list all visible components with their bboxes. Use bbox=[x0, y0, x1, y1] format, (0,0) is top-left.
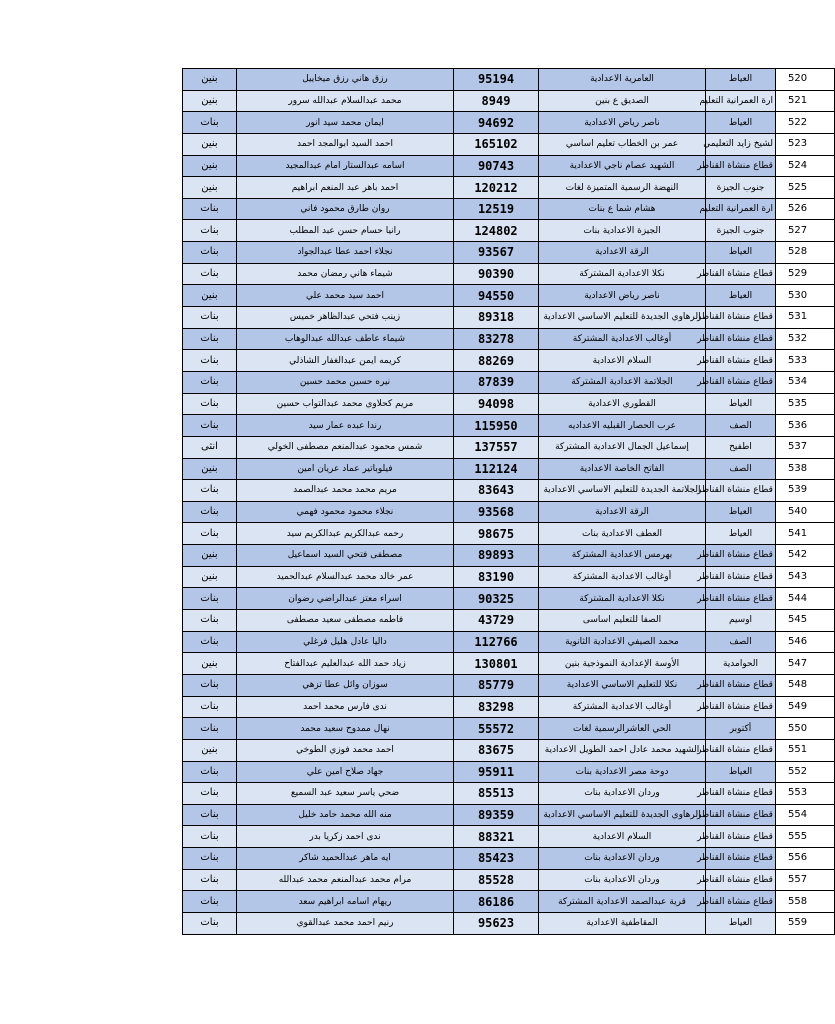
student-name-cell: نيره حسين محمد حسين bbox=[237, 371, 454, 393]
student-table bbox=[182, 68, 835, 935]
student-name-cell: ضحي ياسر سعيد عبد السميع bbox=[237, 783, 454, 805]
student-name-cell: جهاد صلاح امين علي bbox=[237, 761, 454, 783]
gender-cell: بنات bbox=[183, 761, 237, 783]
gender-cell: بنات bbox=[183, 263, 237, 285]
student-name-cell: نجلاء محمود محمود فهمي bbox=[237, 501, 454, 523]
gender-cell: بنين bbox=[183, 69, 237, 91]
seat-code-cell: 55572 bbox=[454, 718, 539, 740]
row-number-cell: 532 bbox=[776, 328, 835, 350]
seat-code-cell: 85528 bbox=[454, 869, 539, 891]
administration-cell: الحوامدية bbox=[706, 653, 776, 675]
school-cell: السلام الاعدادية bbox=[539, 350, 706, 372]
row-number-cell: 558 bbox=[776, 891, 835, 913]
administration-cell: ارة العمرانية التعليم bbox=[706, 90, 776, 112]
seat-code-cell: 120212 bbox=[454, 177, 539, 199]
school-cell: العطف الاعدادية بنات bbox=[539, 523, 706, 545]
student-name-cell: زينب فتحي عبدالظاهر خميس bbox=[237, 307, 454, 329]
student-name-cell: شيماء عاطف عبدالله عبدالوهاب bbox=[237, 328, 454, 350]
seat-code-cell: 89359 bbox=[454, 804, 539, 826]
seat-code-cell: 89893 bbox=[454, 545, 539, 567]
administration-cell: قطاع منشاة القناطر bbox=[706, 848, 776, 870]
seat-code-cell: 98675 bbox=[454, 523, 539, 545]
school-cell: الجلاتمة الاعدادية المشتركة bbox=[539, 371, 706, 393]
gender-cell: بنات bbox=[183, 783, 237, 805]
school-cell: الرقة الاعدادية bbox=[539, 242, 706, 264]
table-row bbox=[183, 826, 835, 848]
school-cell: وردان الاعدادية بنات bbox=[539, 848, 706, 870]
seat-code-cell: 112124 bbox=[454, 458, 539, 480]
student-name-cell: رندا عبده عمار سيد bbox=[237, 415, 454, 437]
row-number-cell: 523 bbox=[776, 133, 835, 155]
table-row bbox=[183, 307, 835, 329]
administration-cell: قطاع منشاة القناطر bbox=[706, 480, 776, 502]
gender-cell: بنات bbox=[183, 826, 237, 848]
administration-cell: الصف bbox=[706, 631, 776, 653]
student-table-page bbox=[182, 68, 808, 934]
student-name-cell: زياد حمد الله عبدالعليم عبدالفتاح bbox=[237, 653, 454, 675]
row-number-cell: 539 bbox=[776, 480, 835, 502]
administration-cell: اطفيح bbox=[706, 436, 776, 458]
table-row bbox=[183, 783, 835, 805]
gender-cell: بنات bbox=[183, 588, 237, 610]
student-name-cell: فاطمه مصطفى سعيد مصطفى bbox=[237, 610, 454, 632]
gender-cell: بنين bbox=[183, 739, 237, 761]
school-cell: نكلا للتعليم الاساسي الاعدادية bbox=[539, 674, 706, 696]
seat-code-cell: 115950 bbox=[454, 415, 539, 437]
student-name-cell: احمد باهر عبد المنعم ابراهيم bbox=[237, 177, 454, 199]
gender-cell: بنات bbox=[183, 610, 237, 632]
table-row bbox=[183, 155, 835, 177]
administration-cell: قطاع منشاة القناطر bbox=[706, 566, 776, 588]
gender-cell: بنات bbox=[183, 393, 237, 415]
student-name-cell: نهال ممدوح سعيد محمد bbox=[237, 718, 454, 740]
seat-code-cell: 93568 bbox=[454, 501, 539, 523]
student-name-cell: فيلوباتير عماد عريان امين bbox=[237, 458, 454, 480]
table-row bbox=[183, 739, 835, 761]
administration-cell: الصف bbox=[706, 458, 776, 480]
student-name-cell: ندى فارس محمد احمد bbox=[237, 696, 454, 718]
row-number-cell: 522 bbox=[776, 112, 835, 134]
administration-cell: قطاع منشاة القناطر bbox=[706, 674, 776, 696]
seat-code-cell: 130801 bbox=[454, 653, 539, 675]
gender-cell: بنات bbox=[183, 696, 237, 718]
row-number-cell: 545 bbox=[776, 610, 835, 632]
student-name-cell: رانيا حسام حسن عبد المطلب bbox=[237, 220, 454, 242]
school-cell: الرهاوي الجديدة للتعليم الاساسي الاعدادية bbox=[539, 804, 706, 826]
school-cell: العامرية الاعدادية bbox=[539, 69, 706, 91]
student-name-cell: اسراء معتز عبدالراضي رضوان bbox=[237, 588, 454, 610]
administration-cell: العياط bbox=[706, 69, 776, 91]
gender-cell: بنات bbox=[183, 220, 237, 242]
school-cell: وردان الاعدادية بنات bbox=[539, 783, 706, 805]
school-cell: دوحة مصر الاعدادية بنات bbox=[539, 761, 706, 783]
student-table-body bbox=[183, 69, 835, 935]
administration-cell: قطاع منشاة القناطر bbox=[706, 869, 776, 891]
administration-cell: العياط bbox=[706, 242, 776, 264]
seat-code-cell: 83278 bbox=[454, 328, 539, 350]
administration-cell: العياط bbox=[706, 285, 776, 307]
table-row bbox=[183, 436, 835, 458]
student-name-cell: ريهام اسامه ابراهيم سعد bbox=[237, 891, 454, 913]
school-cell: أوغالب الاعدادية المشتركة bbox=[539, 696, 706, 718]
seat-code-cell: 83298 bbox=[454, 696, 539, 718]
administration-cell: قطاع منشاة القناطر bbox=[706, 588, 776, 610]
gender-cell: بنين bbox=[183, 285, 237, 307]
gender-cell: بنات bbox=[183, 501, 237, 523]
administration-cell: قطاع منشاة القناطر bbox=[706, 307, 776, 329]
gender-cell: بنين bbox=[183, 458, 237, 480]
row-number-cell: 529 bbox=[776, 263, 835, 285]
administration-cell: اوسيم bbox=[706, 610, 776, 632]
seat-code-cell: 90325 bbox=[454, 588, 539, 610]
table-row bbox=[183, 804, 835, 826]
administration-cell: جنوب الجيزة bbox=[706, 220, 776, 242]
administration-cell: العياط bbox=[706, 912, 776, 934]
gender-cell: بنات bbox=[183, 480, 237, 502]
seat-code-cell: 90390 bbox=[454, 263, 539, 285]
student-name-cell: مريم كحلاوي محمد عبدالتواب حسين bbox=[237, 393, 454, 415]
gender-cell: بنات bbox=[183, 804, 237, 826]
gender-cell: بنين bbox=[183, 545, 237, 567]
school-cell: الرهاوي الجديدة للتعليم الاساسي الاعدادية bbox=[539, 307, 706, 329]
gender-cell: بنات bbox=[183, 631, 237, 653]
seat-code-cell: 83675 bbox=[454, 739, 539, 761]
student-name-cell: رحمه عبدالكريم عبدالكريم سيد bbox=[237, 523, 454, 545]
table-row bbox=[183, 458, 835, 480]
gender-cell: بنات bbox=[183, 198, 237, 220]
student-name-cell: عمر خالد محمد عبدالسلام عبدالحميد bbox=[237, 566, 454, 588]
seat-code-cell: 165102 bbox=[454, 133, 539, 155]
row-number-cell: 554 bbox=[776, 804, 835, 826]
student-name-cell: محمد عبدالسلام عبدالله سرور bbox=[237, 90, 454, 112]
school-cell: الجلاتمة الجديدة للتعليم الاساسي الاعدادية bbox=[539, 480, 706, 502]
table-row bbox=[183, 242, 835, 264]
seat-code-cell: 85423 bbox=[454, 848, 539, 870]
row-number-cell: 537 bbox=[776, 436, 835, 458]
school-cell: الفاتح الخاصة الاعدادية bbox=[539, 458, 706, 480]
seat-code-cell: 87839 bbox=[454, 371, 539, 393]
row-number-cell: 525 bbox=[776, 177, 835, 199]
student-name-cell: ايه ماهر عبدالحميد شاكر bbox=[237, 848, 454, 870]
gender-cell: بنات bbox=[183, 674, 237, 696]
student-name-cell: ندى احمد زكريا بدر bbox=[237, 826, 454, 848]
administration-cell: قطاع منشاة القناطر bbox=[706, 739, 776, 761]
student-name-cell: رنيم احمد محمد عبدالقوي bbox=[237, 912, 454, 934]
row-number-cell: 531 bbox=[776, 307, 835, 329]
table-row bbox=[183, 198, 835, 220]
administration-cell: العياط bbox=[706, 761, 776, 783]
table-row bbox=[183, 523, 835, 545]
table-row bbox=[183, 133, 835, 155]
gender-cell: بنات bbox=[183, 848, 237, 870]
table-row bbox=[183, 350, 835, 372]
school-cell: الشهيد محمد عادل احمد الطويل الاعدادية bbox=[539, 739, 706, 761]
student-name-cell: شمس محمود عبدالمنعم مصطفى الخولي bbox=[237, 436, 454, 458]
student-name-cell: مرام محمد عبدالمنعم محمد عبدالله bbox=[237, 869, 454, 891]
gender-cell: بنين bbox=[183, 177, 237, 199]
seat-code-cell: 85779 bbox=[454, 674, 539, 696]
administration-cell: قطاع منشاة القناطر bbox=[706, 804, 776, 826]
table-row bbox=[183, 869, 835, 891]
student-name-cell: اسامه عبدالستار امام عبدالمجيد bbox=[237, 155, 454, 177]
row-number-cell: 559 bbox=[776, 912, 835, 934]
student-name-cell: مصطفى فتحي السيد اسماعيل bbox=[237, 545, 454, 567]
table-row bbox=[183, 393, 835, 415]
school-cell: النهضة الرسمية المتميزة لغات bbox=[539, 177, 706, 199]
student-name-cell: نجلاء احمد عطا عبدالجواد bbox=[237, 242, 454, 264]
gender-cell: بنات bbox=[183, 415, 237, 437]
seat-code-cell: 85513 bbox=[454, 783, 539, 805]
table-row bbox=[183, 112, 835, 134]
row-number-cell: 541 bbox=[776, 523, 835, 545]
administration-cell: أكتوبر bbox=[706, 718, 776, 740]
row-number-cell: 535 bbox=[776, 393, 835, 415]
school-cell: الرقة الاعدادية bbox=[539, 501, 706, 523]
seat-code-cell: 89318 bbox=[454, 307, 539, 329]
school-cell: الشهيد عصام ناجي الاعدادية bbox=[539, 155, 706, 177]
row-number-cell: 534 bbox=[776, 371, 835, 393]
row-number-cell: 521 bbox=[776, 90, 835, 112]
administration-cell: قطاع منشاة القناطر bbox=[706, 783, 776, 805]
row-number-cell: 547 bbox=[776, 653, 835, 675]
seat-code-cell: 8949 bbox=[454, 90, 539, 112]
student-name-cell: رزق هاني رزق ميخاييل bbox=[237, 69, 454, 91]
seat-code-cell: 86186 bbox=[454, 891, 539, 913]
school-cell: الجيزة الاعدادية بنات bbox=[539, 220, 706, 242]
gender-cell: بنات bbox=[183, 523, 237, 545]
student-name-cell: ايمان محمد سيد انور bbox=[237, 112, 454, 134]
seat-code-cell: 83643 bbox=[454, 480, 539, 502]
gender-cell: انثى bbox=[183, 436, 237, 458]
gender-cell: بنات bbox=[183, 718, 237, 740]
student-name-cell: شيماء هاني رمضان محمد bbox=[237, 263, 454, 285]
seat-code-cell: 94550 bbox=[454, 285, 539, 307]
row-number-cell: 520 bbox=[776, 69, 835, 91]
school-cell: هشام شما ع بنات bbox=[539, 198, 706, 220]
table-row bbox=[183, 566, 835, 588]
student-name-cell: كريمه ايمن عبدالغفار الشاذلي bbox=[237, 350, 454, 372]
table-row bbox=[183, 761, 835, 783]
seat-code-cell: 124802 bbox=[454, 220, 539, 242]
gender-cell: بنات bbox=[183, 328, 237, 350]
table-row bbox=[183, 588, 835, 610]
administration-cell: قطاع منشاة القناطر bbox=[706, 371, 776, 393]
row-number-cell: 551 bbox=[776, 739, 835, 761]
row-number-cell: 538 bbox=[776, 458, 835, 480]
row-number-cell: 543 bbox=[776, 566, 835, 588]
row-number-cell: 555 bbox=[776, 826, 835, 848]
table-row bbox=[183, 285, 835, 307]
gender-cell: بنين bbox=[183, 653, 237, 675]
gender-cell: بنين bbox=[183, 155, 237, 177]
gender-cell: بنين bbox=[183, 90, 237, 112]
gender-cell: بنات bbox=[183, 891, 237, 913]
table-row bbox=[183, 220, 835, 242]
school-cell: الصفا للتعليم اساسى bbox=[539, 610, 706, 632]
table-row bbox=[183, 371, 835, 393]
row-number-cell: 553 bbox=[776, 783, 835, 805]
administration-cell: لشيخ زايد التعليمي bbox=[706, 133, 776, 155]
school-cell: عرب الحصار القبليه الاعداديه bbox=[539, 415, 706, 437]
seat-code-cell: 94098 bbox=[454, 393, 539, 415]
school-cell: عمر بن الخطاب تعليم اساسي bbox=[539, 133, 706, 155]
table-row bbox=[183, 891, 835, 913]
administration-cell: قطاع منشاة القناطر bbox=[706, 696, 776, 718]
administration-cell: جنوب الجيزة bbox=[706, 177, 776, 199]
school-cell: ناصر رياض الاعدادية bbox=[539, 285, 706, 307]
table-row bbox=[183, 912, 835, 934]
row-number-cell: 546 bbox=[776, 631, 835, 653]
student-name-cell: داليا عادل هليل فرغلي bbox=[237, 631, 454, 653]
gender-cell: بنين bbox=[183, 566, 237, 588]
gender-cell: بنات bbox=[183, 242, 237, 264]
table-row bbox=[183, 177, 835, 199]
row-number-cell: 524 bbox=[776, 155, 835, 177]
school-cell: محمد الصيفي الاعدادية الثانوية bbox=[539, 631, 706, 653]
administration-cell: العياط bbox=[706, 393, 776, 415]
row-number-cell: 552 bbox=[776, 761, 835, 783]
table-row bbox=[183, 631, 835, 653]
table-row bbox=[183, 501, 835, 523]
row-number-cell: 533 bbox=[776, 350, 835, 372]
table-row bbox=[183, 848, 835, 870]
student-name-cell: روان طارق محمود فاني bbox=[237, 198, 454, 220]
seat-code-cell: 43729 bbox=[454, 610, 539, 632]
administration-cell: قطاع منشاة القناطر bbox=[706, 545, 776, 567]
student-name-cell: مريم محمد محمد عبدالصمد bbox=[237, 480, 454, 502]
school-cell: نكلا الاعدادية المشتركة bbox=[539, 263, 706, 285]
gender-cell: بنات bbox=[183, 371, 237, 393]
table-row bbox=[183, 610, 835, 632]
table-row bbox=[183, 545, 835, 567]
row-number-cell: 526 bbox=[776, 198, 835, 220]
table-row bbox=[183, 263, 835, 285]
student-name-cell: احمد السيد ابوالمجد احمد bbox=[237, 133, 454, 155]
school-cell: إسماعيل الجمال الاعدادية المشتركة bbox=[539, 436, 706, 458]
table-row bbox=[183, 415, 835, 437]
gender-cell: بنات bbox=[183, 869, 237, 891]
table-row bbox=[183, 718, 835, 740]
administration-cell: قطاع منشاة القناطر bbox=[706, 263, 776, 285]
school-cell: القطوري الاعدادية bbox=[539, 393, 706, 415]
seat-code-cell: 90743 bbox=[454, 155, 539, 177]
seat-code-cell: 95911 bbox=[454, 761, 539, 783]
school-cell: الحي العاشرالرسمية لغات bbox=[539, 718, 706, 740]
school-cell: ناصر رياض الاعدادية bbox=[539, 112, 706, 134]
row-number-cell: 550 bbox=[776, 718, 835, 740]
row-number-cell: 540 bbox=[776, 501, 835, 523]
gender-cell: بنات bbox=[183, 912, 237, 934]
table-row bbox=[183, 696, 835, 718]
seat-code-cell: 88321 bbox=[454, 826, 539, 848]
gender-cell: بنات bbox=[183, 350, 237, 372]
seat-code-cell: 83190 bbox=[454, 566, 539, 588]
school-cell: وردان الاعدادية بنات bbox=[539, 869, 706, 891]
seat-code-cell: 137557 bbox=[454, 436, 539, 458]
gender-cell: بنات bbox=[183, 307, 237, 329]
student-name-cell: منه الله محمد حامد خليل bbox=[237, 804, 454, 826]
school-cell: أوغالب الاعدادية المشتركة bbox=[539, 566, 706, 588]
administration-cell: قطاع منشاة القناطر bbox=[706, 155, 776, 177]
table-row bbox=[183, 674, 835, 696]
administration-cell: قطاع منشاة القناطر bbox=[706, 350, 776, 372]
row-number-cell: 544 bbox=[776, 588, 835, 610]
row-number-cell: 548 bbox=[776, 674, 835, 696]
row-number-cell: 549 bbox=[776, 696, 835, 718]
administration-cell: قطاع منشاة القناطر bbox=[706, 328, 776, 350]
student-name-cell: سوزان وائل عطا تزهي bbox=[237, 674, 454, 696]
gender-cell: بنات bbox=[183, 112, 237, 134]
row-number-cell: 536 bbox=[776, 415, 835, 437]
gender-cell: بنين bbox=[183, 133, 237, 155]
administration-cell: العياط bbox=[706, 112, 776, 134]
row-number-cell: 528 bbox=[776, 242, 835, 264]
administration-cell: قطاع منشاة القناطر bbox=[706, 891, 776, 913]
administration-cell: قطاع منشاة القناطر bbox=[706, 826, 776, 848]
school-cell: المقاطفية الاعدادية bbox=[539, 912, 706, 934]
school-cell: السلام الاعدادية bbox=[539, 826, 706, 848]
table-row bbox=[183, 69, 835, 91]
student-name-cell: احمد سيد محمد علي bbox=[237, 285, 454, 307]
school-cell: الصديق ع بنين bbox=[539, 90, 706, 112]
row-number-cell: 530 bbox=[776, 285, 835, 307]
administration-cell: الصف bbox=[706, 415, 776, 437]
seat-code-cell: 94692 bbox=[454, 112, 539, 134]
row-number-cell: 542 bbox=[776, 545, 835, 567]
school-cell: قرية عبدالصمد الاعدادية المشتركة bbox=[539, 891, 706, 913]
table-row bbox=[183, 328, 835, 350]
table-row bbox=[183, 653, 835, 675]
administration-cell: ارة العمرانية التعليم bbox=[706, 198, 776, 220]
row-number-cell: 527 bbox=[776, 220, 835, 242]
seat-code-cell: 93567 bbox=[454, 242, 539, 264]
row-number-cell: 556 bbox=[776, 848, 835, 870]
administration-cell: العياط bbox=[706, 523, 776, 545]
seat-code-cell: 88269 bbox=[454, 350, 539, 372]
seat-code-cell: 95623 bbox=[454, 912, 539, 934]
school-cell: بهرمس الاعدادية المشتركة bbox=[539, 545, 706, 567]
school-cell: الأوسة الإعدادية النموذجية بنين bbox=[539, 653, 706, 675]
school-cell: نكلا الاعدادية المشتركة bbox=[539, 588, 706, 610]
seat-code-cell: 95194 bbox=[454, 69, 539, 91]
table-row bbox=[183, 90, 835, 112]
administration-cell: العياط bbox=[706, 501, 776, 523]
row-number-cell: 557 bbox=[776, 869, 835, 891]
seat-code-cell: 12519 bbox=[454, 198, 539, 220]
seat-code-cell: 112766 bbox=[454, 631, 539, 653]
student-name-cell: احمد محمد فوزي الطوخي bbox=[237, 739, 454, 761]
table-row bbox=[183, 480, 835, 502]
school-cell: أوغالب الاعدادية المشتركة bbox=[539, 328, 706, 350]
